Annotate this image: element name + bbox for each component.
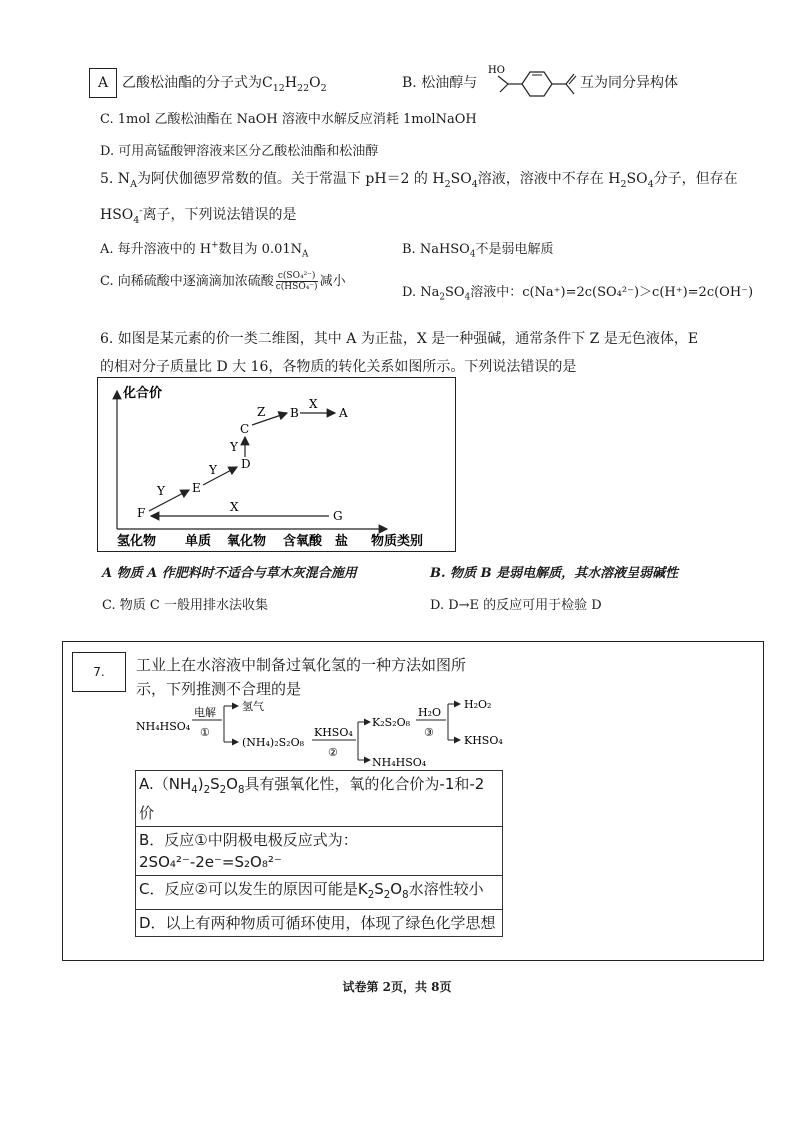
edge-label-ed: Y bbox=[209, 463, 217, 477]
scheme-khso4-recycle: KHSO₄ bbox=[464, 734, 503, 747]
node-f: F bbox=[137, 506, 146, 520]
q7-option-a: $A.(NH_4)_2S_2O_8$具有强氧化性，氧的化合价为-1和-2价 bbox=[136, 771, 503, 827]
option-a-letter: A bbox=[97, 75, 109, 91]
q7-number: 7. bbox=[93, 665, 105, 679]
edge-label-ba: X bbox=[309, 397, 318, 411]
category-oxide: 氧化物 bbox=[227, 534, 267, 549]
q6-option-a: A 物质 A 作肥料时不适合与草木灰混合施用 bbox=[102, 566, 357, 581]
q7-stem-line2: 示，下列推测不合理的是 bbox=[136, 680, 302, 698]
q7-option-d-row bbox=[136, 910, 503, 937]
q7-options-table bbox=[135, 770, 503, 937]
q5-stem-line2: $HSO_4^-$离子，下列说法错误的是 bbox=[100, 205, 297, 226]
y-axis-label: 化合价 bbox=[123, 386, 163, 401]
node-c: C bbox=[240, 422, 250, 436]
category-element: 单质 bbox=[185, 534, 212, 549]
scheme-step3-label: H₂O bbox=[418, 706, 442, 719]
q6-stem-line2: 的相对分子质量比 D 大 16，各物质的转化关系如图所示。下列说法错误的是 bbox=[100, 359, 577, 375]
node-a: A bbox=[339, 406, 348, 420]
arrow-f-e bbox=[149, 490, 189, 511]
node-d: D bbox=[241, 457, 251, 471]
edge-label-cb: Z bbox=[257, 405, 266, 419]
q7-stem-line1: 工业上在水溶液中制备过氧化氢的一种方法如图所 bbox=[136, 656, 467, 674]
scheme-nh4hso4-recycle: NH₄HSO₄ bbox=[372, 756, 427, 768]
q4-option-a: 乙酸松油酯的分子式为$C_{12}H_{22}O_2$ bbox=[122, 75, 327, 94]
q4-option-c: C. 1mol 乙酸松油酯在 NaOH 溶液中水解反应消耗 1molNaOH bbox=[100, 112, 477, 127]
concentration-fraction: $\frac{\text{c(SO₄²⁻)}}{\text{c(HSO₄⁻)}}$ bbox=[275, 271, 318, 292]
edge-label-dc: Y bbox=[230, 440, 238, 454]
scheme-start: NH₄HSO₄ bbox=[136, 720, 191, 733]
scheme-step2-label: KHSO₄ bbox=[314, 726, 353, 739]
h2o2-process-scheme bbox=[134, 696, 514, 768]
scheme-step2-num: ② bbox=[328, 746, 338, 759]
option-a-box bbox=[89, 68, 117, 98]
q7-option-b-row bbox=[136, 827, 503, 876]
edge-label-fe: Y bbox=[157, 484, 165, 498]
q4-option-b: B. 松油醇与 bbox=[402, 75, 478, 91]
x-axis-label: 物质类别 bbox=[371, 534, 424, 549]
q6-stem-line1: 6. 如图是某元素的价一类二维图，其中 A 为正盐，X 是一种强碱，通常条件下 Z 是无色液体，E bbox=[100, 331, 699, 347]
scheme-potassium-persulfate: K₂S₂O₈ bbox=[372, 716, 411, 729]
category-hydride: 氢化物 bbox=[117, 534, 157, 549]
q7-option-a-row bbox=[136, 771, 503, 827]
edge-label-gf: X bbox=[230, 500, 239, 514]
q5-option-b: B. NaHSO$_4$不是弱电解质 bbox=[402, 242, 554, 260]
node-b: B bbox=[290, 406, 299, 420]
scheme-hydrogen: 氢气 bbox=[242, 700, 264, 713]
scheme-ammonium-persulfate: (NH₄)₂S₂O₈ bbox=[242, 736, 304, 749]
q7-option-c-row bbox=[136, 876, 503, 910]
q5-option-d: D. $Na_2SO_4$溶液中：c(Na⁺)=2c(SO₄²⁻)＞c(H⁺)=2c(OH⁻) bbox=[402, 285, 754, 303]
q5-option-a: A. 每升溶液中的 H+数目为 $0.01N_A$ bbox=[100, 240, 309, 260]
q7-option-d: D．以上有两种物质可循环使用，体现了绿色化学思想 bbox=[136, 910, 503, 937]
scheme-h2o2: H₂O₂ bbox=[464, 698, 492, 711]
category-salt: 盐 bbox=[335, 534, 349, 549]
category-oxoacid: 含氧酸 bbox=[283, 534, 323, 549]
q7-number-box bbox=[72, 652, 126, 692]
scheme-step1-label: 电解 bbox=[194, 706, 216, 719]
q6-option-d: D. D→E 的反应可用于检验 D bbox=[430, 598, 602, 613]
ho-label: HO bbox=[488, 65, 505, 76]
valence-class-diagram bbox=[97, 377, 456, 552]
q6-option-c: C. 物质 C 一般用排水法收集 bbox=[102, 598, 268, 613]
q4-option-d: D. 可用高锰酸钾溶液来区分乙酸松油酯和松油醇 bbox=[100, 144, 379, 159]
node-g: G bbox=[333, 509, 343, 523]
node-e: E bbox=[192, 481, 201, 495]
q7-option-b: B．反应①中阴极电极反应式为：2SO₄²⁻-2e⁻=S₂O₈²⁻ bbox=[136, 827, 503, 876]
q4-option-b-tail: 互为同分异构体 bbox=[580, 75, 678, 91]
q5-option-c: C. 向稀硫酸中逐滴滴加浓硫酸 $\frac{\text{c(SO₄²⁻)}}{\text{c(HSO₄⁻)}}$ 减小 bbox=[100, 271, 346, 292]
scheme-step1-num: ① bbox=[200, 726, 210, 739]
scheme-step3-num: ③ bbox=[424, 726, 434, 739]
q7-option-c: C．反应②可以发生的原因可能是$K_2S_2O_8$水溶性较小 bbox=[136, 876, 503, 910]
page-footer: 试卷第 2页，共 8页 bbox=[342, 980, 452, 994]
q6-option-b: B. 物质 B 是弱电解质，其水溶液呈弱碱性 bbox=[430, 566, 679, 581]
q5-stem-line1: 5. $N_A$为阿伏伽德罗常数的值。关于常温下 pH＝2 的 $H_2SO_4$溶液，溶液中不存在 $H_2SO_4$分子，但存在 bbox=[100, 171, 738, 190]
